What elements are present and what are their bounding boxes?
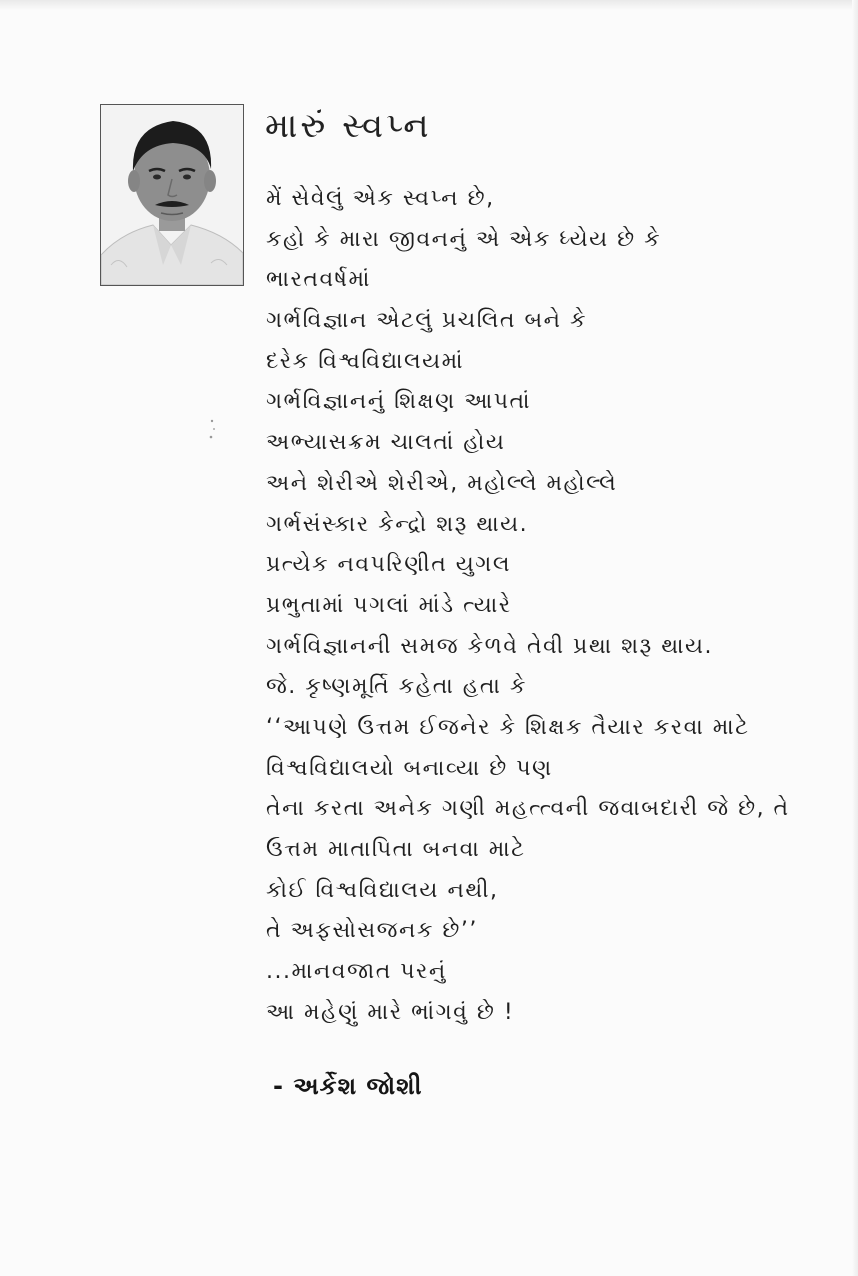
poem-line: જે. કૃષ્ણમૂર્તિ કહેતા હતા કે xyxy=(266,674,527,700)
poem-line: અને શેરીએ શેરીએ, મહોલ્લે મહોલ્લે xyxy=(266,470,618,496)
poem-line: દરેક વિશ્વવિદ્યાલયમાં xyxy=(266,348,465,374)
poem-line: મેં સેવેલું એક સ્વપ્ન છે, xyxy=(266,186,495,211)
poem-line: ગર્ભસંસ્કાર કેન્દ્રો શરૂ થાય. xyxy=(266,511,529,537)
author-portrait-icon xyxy=(101,105,243,285)
author-signature: - અર્કેશ જોશી xyxy=(273,1072,423,1100)
poem-line: ભારતવર્ષમાં xyxy=(266,267,371,293)
poem-line: કહો કે મારા જીવનનું એ એક ધ્યેય છે કે xyxy=(266,226,662,252)
print-speck xyxy=(208,415,218,445)
poem-line: તેના કરતા અનેક ગણી મહત્ત્વની જવાબદારી જે છે, તે xyxy=(266,796,790,822)
poem-line: અભ્યાસક્રમ ચાલતાં હોય xyxy=(266,430,506,456)
poem-body xyxy=(266,186,846,1040)
author-photo xyxy=(100,104,244,286)
poem-line: ઉત્તમ માતાપિતા બનવા માટે xyxy=(266,837,526,862)
poem-line: ...માનવજાત પરનું xyxy=(266,959,447,985)
page-right-edge xyxy=(852,0,858,1276)
poem-line: વિશ્વવિદ્યાલયો બનાવ્યા છે પણ xyxy=(266,755,553,781)
page-top-edge xyxy=(0,0,858,10)
poem-line: કોઈ વિશ્વવિદ્યાલય નથી, xyxy=(266,877,499,903)
poem-line: તે અફસોસજનક છે’’ xyxy=(266,918,478,944)
poem-line: ગર્ભવિજ્ઞાન એટલું પ્રચલિત બને કે xyxy=(266,308,588,334)
poem-line: આ મહેણું મારે ભાંગવું છે ! xyxy=(266,999,515,1025)
poem-line: ગર્ભવિજ્ઞાનની સમજ કેળવે તેવી પ્રથા શરૂ થાય. xyxy=(266,633,714,659)
poem-line: પ્રત્યેક નવપરિણીત યુગલ xyxy=(266,552,512,578)
poem-line: ગર્ભવિજ્ઞાનનું શિક્ષણ આપતાં xyxy=(266,389,531,415)
poem-title: મારું સ્વપ્ન xyxy=(265,106,432,146)
poem-line: પ્રભુતામાં પગલાં માંડે ત્યારે xyxy=(266,592,512,618)
poem-line: ‘‘આપણે ઉત્તમ ઈજનેર કે શિક્ષક તૈયાર કરવા માટે xyxy=(266,714,750,740)
